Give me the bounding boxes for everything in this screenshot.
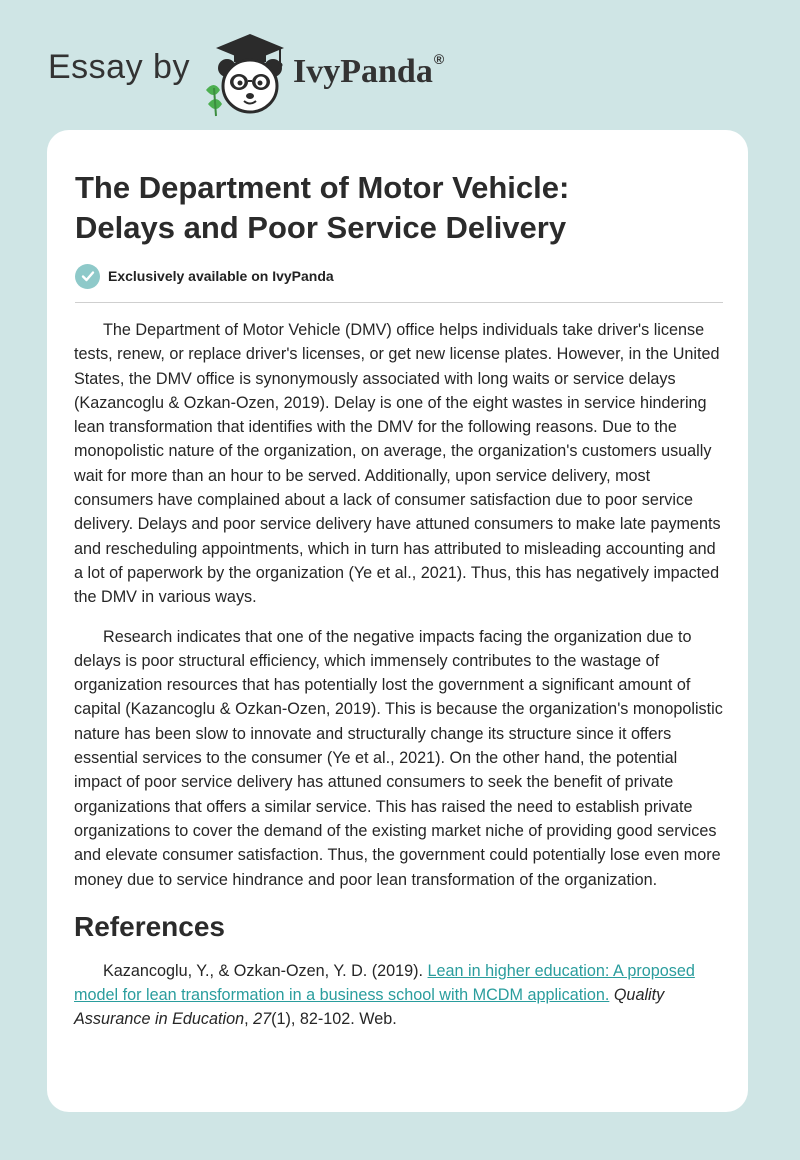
title-line-1: The Department of Motor Vehicle:	[75, 170, 570, 205]
essay-by-label: Essay by	[48, 48, 190, 86]
check-circle-icon	[75, 264, 100, 289]
references-heading: References	[74, 910, 225, 942]
divider	[75, 302, 723, 303]
reference-authors: Kazancoglu, Y., & Ozkan-Ozen, Y. D. (2019).	[103, 961, 424, 980]
article-body	[74, 318, 724, 1047]
reference-journal: Quality Assurance in Education	[74, 986, 665, 1029]
registered-mark: ®	[433, 51, 445, 67]
reference-separator: ,	[244, 1010, 254, 1029]
paragraph-2: Research indicates that one of the negative impacts facing the organization due to delays is poor structural efficiency, which immensely contributes to the wastage of organization resources that has potentially lost the government a significant amount of capital (Kazancoglu & Ozkan-Ozen, 2019). This is because the organization's monopolistic nature has been slow to innovate and structurally change its structure since it offers essential services to the consumer (Ye et al., 2021). On the other hand, the potential impact of poor service delivery has attuned consumers to seek the benefit of private organizations that offers a similar service. This has raised the need to establish private organizations to cover the demand of the existing market niche of providing good services and elevate consumer satisfaction. Thus, the government could potentially lose even more money due to service hindrance and poor lean transformation of the organization.	[74, 627, 723, 889]
page-title	[75, 168, 715, 248]
exclusive-badge	[75, 263, 334, 289]
panda-logo-icon[interactable]	[200, 30, 300, 120]
brand-text: IvyPanda	[293, 53, 433, 90]
reference-item	[74, 959, 724, 1032]
exclusive-badge-label: Exclusively available on IvyPanda	[108, 268, 334, 284]
title-line-2: Delays and Poor Service Delivery	[75, 210, 567, 245]
paragraph-1: The Department of Motor Vehicle (DMV) office helps individuals take driver's license tests, renew, or replace driver's licenses, or get new license plates. However, in the United States, the DMV office is synonymously associated with long waits or service delays (Kazancoglu & Ozkan-Ozen, 2019). Delay is one of the eight wastes in service hindering lean transformation that identifies with the DMV for the following reasons. Due to the monopolistic nature of the organization, on average, the organization's customers usually wait for more than an hour to be served. Additionally, upon service delivery, most consumers have complained about a lack of consumer satisfaction due to poor service delivery. Delays and poor service delivery have attuned consumers to make late payments and rescheduling appointments, which in turn has attributed to misleading accounting and a lot of paperwork by the organization (Ye et al., 2021). Thus, this has negatively impacted the DMV in various ways.	[74, 321, 721, 607]
reference-link[interactable]: Lean in higher education: A proposed model for lean transformation in a business school with MCDM application.	[74, 961, 695, 1005]
reference-volume: 27	[253, 1010, 272, 1029]
brand-name[interactable]	[293, 51, 444, 91]
reference-issue-pages: (1), 82-102. Web.	[271, 1010, 397, 1029]
article-card	[47, 130, 748, 1112]
site-header	[0, 0, 800, 130]
